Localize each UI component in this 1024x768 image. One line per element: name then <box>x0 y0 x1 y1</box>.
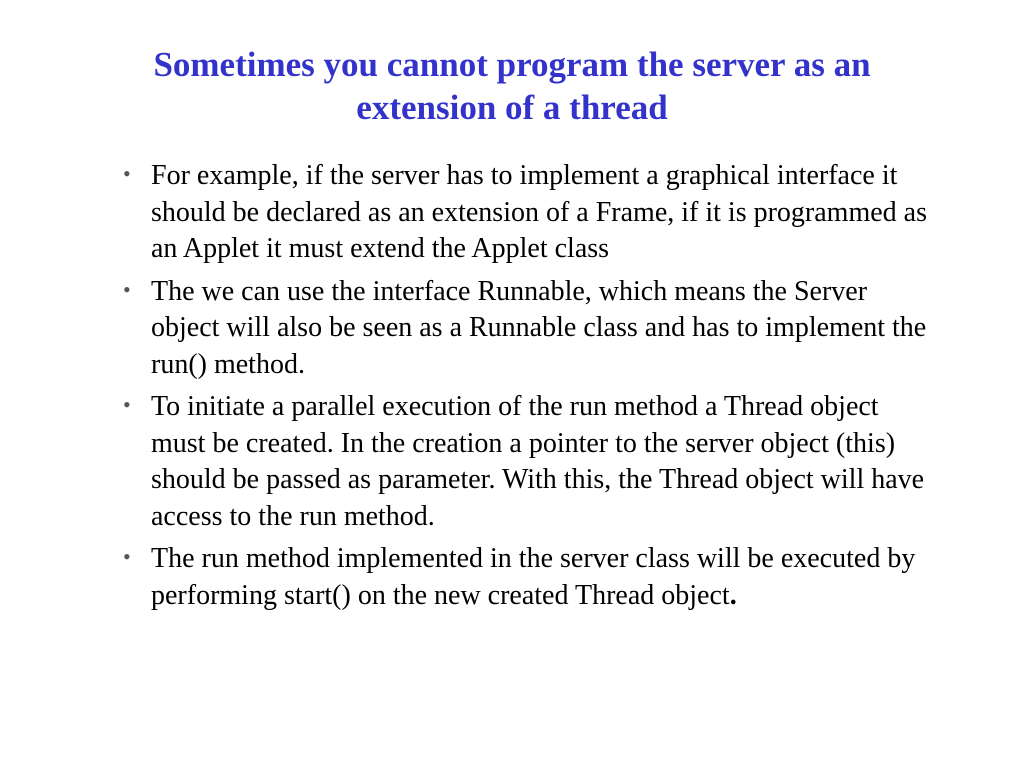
slide-title <box>60 43 964 129</box>
bullet-item <box>120 274 930 384</box>
bullet-text: The run method implemented in the server class will be executed by performing start() on the new created Thread object <box>151 543 916 611</box>
slide-title-line-1: Sometimes you cannot program the server as an <box>153 45 871 84</box>
bullet-text: The we can use the interface Runnable, which means the Server object will also be seen as a Runnable class and has to implement the run() method. <box>151 275 927 380</box>
bullet-dot-icon: • <box>123 276 131 302</box>
bullet-dot-icon: • <box>123 161 131 186</box>
bullet-item <box>120 389 930 535</box>
bullet-item <box>120 158 930 268</box>
bullet-item <box>120 541 930 614</box>
bullet-text: To initiate a parallel execution of the run method a Thread object must be created. In the creation a pointer to the server object (this) should be passed as parameter. With this, the Thread object will have access to the run method. <box>151 391 925 532</box>
bullet-dot-icon: • <box>123 544 131 569</box>
bullet-list <box>120 158 930 620</box>
bullet-text: For example, if the server has to implement a graphical interface it should be declared as an extension of a Frame, if it is programmed as an Applet it must extend the Applet class <box>151 160 927 264</box>
slide-title-line-2: extension of a thread <box>356 88 668 127</box>
bullet-dot-icon: • <box>123 392 131 417</box>
bullet-emphasis: . <box>729 579 737 611</box>
